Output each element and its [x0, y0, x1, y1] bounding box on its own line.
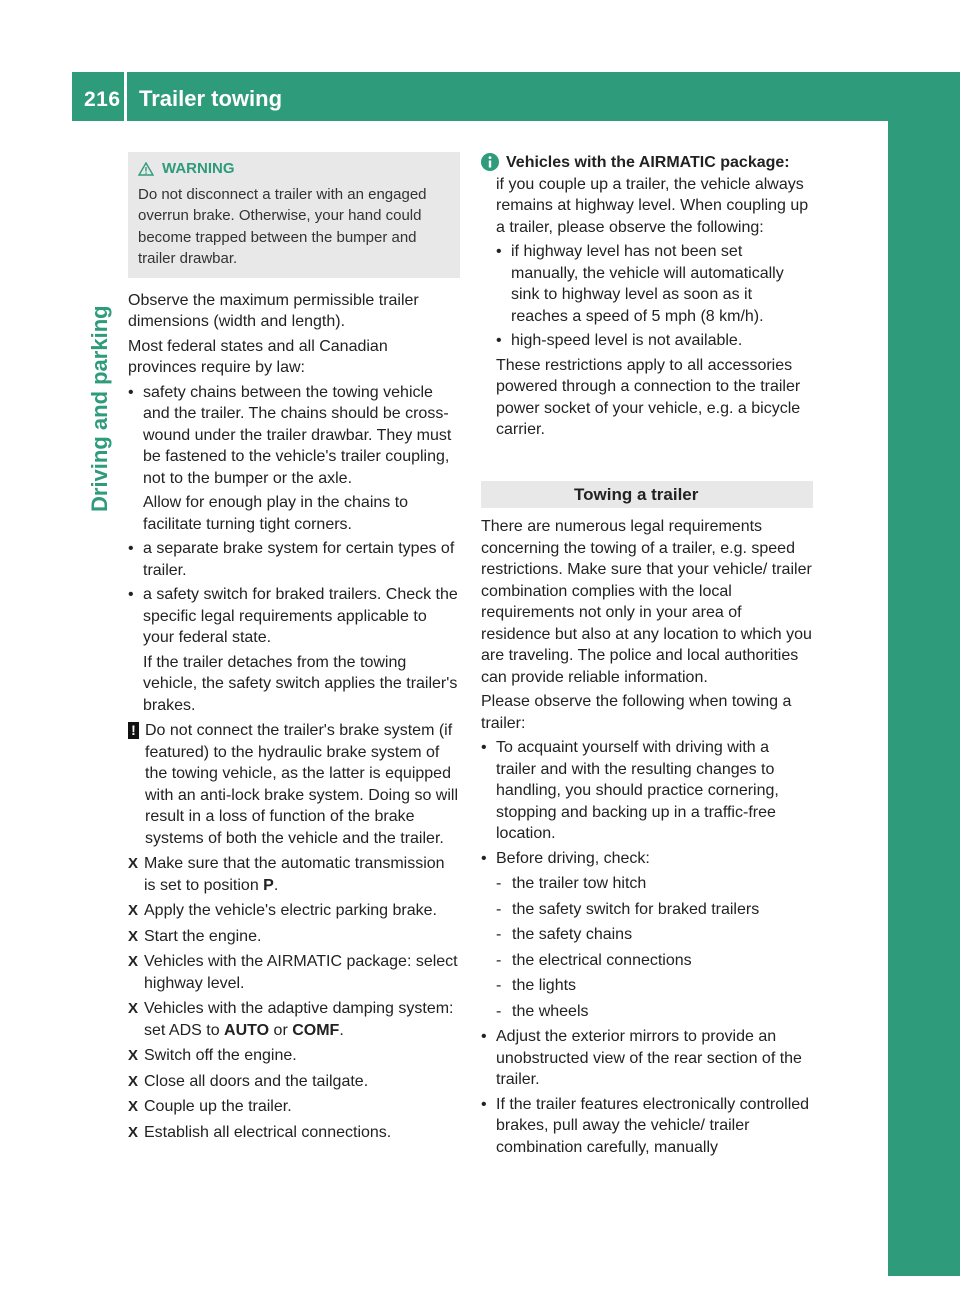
step-text: Couple up the trailer. [144, 1098, 292, 1115]
side-tab-bar [888, 72, 960, 1276]
step-arrow-icon: X [128, 927, 139, 945]
step-arrow-icon: X [128, 1123, 139, 1141]
warning-header [138, 158, 450, 180]
bullet-icon: • [128, 383, 134, 401]
list-item-text: high-speed level is not available. [511, 332, 743, 349]
info-icon [481, 153, 499, 171]
step-arrow-icon: X [128, 1047, 139, 1064]
paragraph: Most federal states and all Canadian provinces require by law: [128, 337, 388, 376]
step-text: Make sure that the automatic transmission is set to position P. [144, 855, 445, 894]
dash-icon: - [496, 951, 502, 969]
check-item-text: the safety switch for braked trailers [512, 900, 760, 918]
side-tab-label: Driving and parking [87, 305, 112, 512]
warning-box [128, 152, 460, 278]
right-column [481, 152, 813, 1161]
bullet-icon: • [496, 332, 502, 349]
list-item [128, 584, 460, 649]
list-item [481, 737, 813, 845]
instruction-step [128, 900, 460, 922]
info-title: Vehicles with the AIRMATIC package: [506, 154, 790, 171]
step-arrow-icon: X [128, 1098, 139, 1115]
list-item [481, 1026, 813, 1091]
step-text: Vehicles with the AIRMATIC package: select highway level. [144, 953, 458, 992]
info-text: These restrictions apply to all accessories powered through a connection to the trailer power socket of your vehicle, e.g. a bicycle carrier. [496, 356, 801, 438]
bullet-icon: • [496, 243, 502, 260]
instruction-step [128, 1071, 460, 1093]
dash-icon: - [496, 1002, 502, 1020]
instruction-step [128, 1096, 460, 1118]
page-number: 216 [84, 88, 121, 111]
warning-triangle-icon [138, 162, 154, 176]
step-arrow-icon: X [128, 953, 139, 970]
check-item [481, 899, 813, 921]
header-divider [124, 72, 127, 121]
dash-icon: - [496, 977, 502, 994]
list-item-text: if highway level has not been set manually, the vehicle will automatically sink to highway level as soon as it reaches a speed of 5 mph (8 km/h). [511, 243, 784, 325]
instruction-step [128, 1122, 460, 1144]
list-item-note: If the trailer detaches from the towing vehicle, the safety switch applies the trailer's brakes. [143, 653, 458, 714]
exclamation-icon: ! [128, 722, 139, 739]
dash-icon: - [496, 900, 502, 918]
list-item [496, 330, 813, 352]
left-column [128, 152, 460, 1146]
paragraph: Observe the maximum permissible trailer dimensions (width and length). [128, 291, 419, 330]
dash-icon: - [496, 926, 502, 943]
info-body [481, 174, 813, 441]
step-text: Start the engine. [144, 927, 262, 945]
check-item-text: the wheels [512, 1002, 589, 1020]
step-arrow-icon: X [128, 855, 139, 872]
check-item [481, 924, 813, 946]
check-item [481, 873, 813, 895]
list-item-text: safety chains between the towing vehicle and the trailer. The chains should be cross-wound under the trailer drawbar. They must be fastened to the vehicle's trailer coupling, not to the bumper or the axle. [143, 383, 452, 487]
instruction-step [128, 998, 460, 1041]
list-item [481, 1094, 813, 1159]
check-item-text: the safety chains [512, 926, 633, 943]
warning-text: Do not disconnect a trailer with an engaged overrun brake. Otherwise, your hand could become trapped between the bumper and trailer drawbar. [138, 185, 427, 267]
check-item-text: the lights [512, 977, 577, 994]
caution-text: Do not connect the trailer's brake system (if featured) to the hydraulic brake system of the towing vehicle, as the latter is equipped with an anti-lock brake system. Doing so will result in a loss of function of the brake systems of both the vehicle and the trailer. [145, 722, 459, 847]
step-arrow-icon: X [128, 1072, 139, 1090]
list-item-text: To acquaint yourself with driving with a trailer and with the resulting changes to handling, you should practice cornering, stopping and backing up in a traffic-free location. [496, 739, 779, 842]
step-text: Apply the vehicle's electric parking brake. [144, 902, 437, 919]
step-text: Close all doors and the tailgate. [144, 1072, 369, 1090]
step-arrow-icon: X [128, 1000, 139, 1017]
list-item-text: Adjust the exterior mirrors to provide an unobstructed view of the rear section of the trailer. [496, 1028, 802, 1088]
check-item-text: the trailer tow hitch [512, 875, 647, 892]
info-header [481, 152, 813, 174]
bullet-icon: • [128, 586, 134, 603]
dash-icon: - [496, 875, 502, 892]
instruction-step [128, 853, 460, 896]
section-heading: Towing a trailer [481, 481, 813, 509]
bullet-icon: • [481, 739, 487, 756]
step-text: Establish all electrical connections. [144, 1123, 392, 1141]
check-item [481, 975, 813, 997]
list-item-text: Before driving, check: [496, 849, 650, 867]
list-item-text: If the trailer features electronically controlled brakes, pull away the vehicle/ trailer combination carefully, manually [496, 1095, 810, 1156]
check-item [481, 950, 813, 972]
paragraph: There are numerous legal requirements concerning the towing of a trailer, e.g. speed restrictions. Make sure that your vehicle/ trailer combination complies with the local requirements not only in your area of residence but also at any location to which you are traveling. The police and local authorities can provide reliable information. [481, 518, 812, 686]
chapter-title: Trailer towing [139, 86, 283, 111]
step-text: Switch off the engine. [144, 1047, 297, 1064]
paragraph: Please observe the following when towing a trailer: [481, 693, 792, 732]
list-item-text: a safety switch for braked trailers. Check the specific legal requirements applicable to your federal state. [143, 586, 458, 646]
list-item [128, 538, 460, 581]
warning-title: WARNING [162, 160, 235, 177]
list-item [481, 848, 813, 870]
instruction-step [128, 926, 460, 948]
bullet-icon: • [481, 849, 487, 867]
bullet-icon: • [481, 1095, 487, 1113]
step-text: Vehicles with the adaptive damping system: set ADS to AUTO or COMF. [144, 1000, 454, 1039]
instruction-step [128, 1045, 460, 1067]
list-item [128, 382, 460, 490]
instruction-step [128, 951, 460, 994]
bullet-icon: • [128, 540, 134, 557]
check-item [481, 1001, 813, 1023]
caution-note [128, 720, 460, 849]
list-item [496, 241, 813, 327]
bullet-icon: • [481, 1028, 487, 1045]
list-item-note: Allow for enough play in the chains to facilitate turning tight corners. [143, 494, 409, 533]
step-arrow-icon: X [128, 902, 139, 919]
list-item-text: a separate brake system for certain types of trailer. [143, 540, 455, 579]
check-item-text: the electrical connections [512, 951, 692, 969]
info-text: if you couple up a trailer, the vehicle always remains at highway level. When coupling up a trailer, please observe the following: [496, 175, 809, 236]
